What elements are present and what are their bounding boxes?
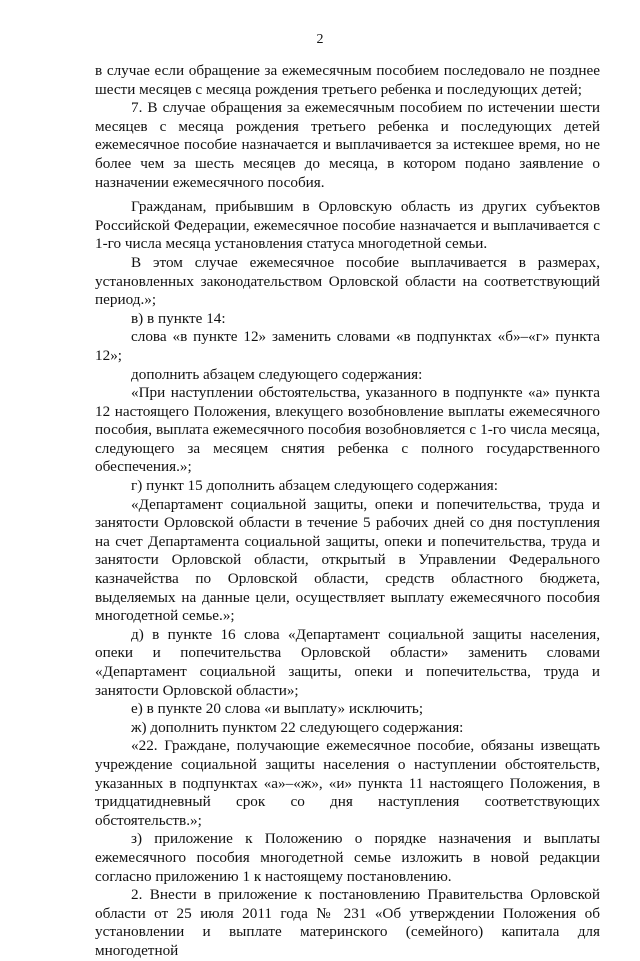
document-body	[95, 62, 600, 961]
paragraph-item-7: 7. В случае обращения за ежемесячным пособием по истечении шести месяцев с месяца рождения третьего ребенка и последующих детей ежемесячное пособие назначается и выплачивается за истекшее время, но не более чем за шесть месяцев до месяца, в котором подано заявление о назначении ежемесячного пособия.	[95, 99, 600, 191]
subitem-g: г) пункт 15 дополнить абзацем следующего содержания:	[131, 477, 498, 495]
quoted-item-22: «22. Граждане, получающие ежемесячное пособие, обязаны извещать учреждение социальной защиты населения о наступлении обстоятельств, указанных в подпунктах «а»–«ж», «и» пункта 11 настоящего Положения, в тридцатидневный срок со дня наступления соответствующих обстоятельств.»;	[95, 737, 600, 829]
subitem-e: е) в пункте 20 слова «и выплату» исключить;	[131, 700, 424, 718]
paragraph-item-2: 2. Внести в приложение к постановлению Правительства Орловской области от 25 июля 2011 года № 231 «Об утверждении Положения об установлении и выплате материнского (семейного) капитала для многодетной	[95, 886, 600, 959]
subitem-z: з) приложение к Положению о порядке назначения и выплаты ежемесячного пособия многодетной семье изложить в новой редакции согласно приложению 1 к настоящему постановлению.	[95, 830, 600, 885]
subitem-zh: ж) дополнить пунктом 22 следующего содержания:	[131, 718, 464, 736]
page-number: 2	[316, 32, 324, 47]
subitem-v-words: слова «в пункте 12» заменить словами «в подпунктах «б»–«г» пункта 12»;	[95, 328, 600, 364]
quoted-department: «Департамент социальной защиты, опеки и попечительства, труда и занятости Орловской области в течение 5 рабочих дней со дня поступления на счет Департамента социальной защиты, опеки и попечительства, труда и занятости Орловской области, открытый в Управлении Федерального казначейства по Орловской области, средств областного бюджета, выделяемых на данные цели, осуществляет выплату ежемесячного пособия многодетной семье.»;	[95, 495, 600, 625]
subitem-v-add: дополнить абзацем следующего содержания:	[131, 365, 423, 383]
paragraph-continuation: в случае если обращение за ежемесячным пособием последовало не позднее шести месяцев с месяца рождения третьего ребенка и последующих детей;	[95, 62, 600, 98]
subitem-v: в) в пункте 14:	[131, 309, 226, 327]
subitem-d: д) в пункте 16 слова «Департамент социальной защиты населения, опеки и попечительства Орловской области» заменить словами «Департамент социальной защиты, опеки и попечительства, труда и занятости Орловской области»;	[95, 625, 600, 699]
paragraph-arrivals: Гражданам, прибывшим в Орловскую область из других субъектов Российской Федерации, ежемесячное пособие назначается и выплачивается с 1-го числа месяца установления статуса многодетной семьи.	[95, 198, 600, 253]
paragraph-payment-size: В этом случае ежемесячное пособие выплачивается в размерах, установленных законодательством Орловской области на соответствующий период.»;	[95, 253, 600, 309]
quoted-resumption: «При наступлении обстоятельства, указанного в подпункте «а» пункта 12 настоящего Положения, влекущего возобновление выплаты ежемесячного пособия, выплата ежемесячного пособия возобновляется с 1-го числа месяца, следующего за месяцем снятия ребенка с полного государственного обеспечения.»;	[95, 384, 600, 476]
